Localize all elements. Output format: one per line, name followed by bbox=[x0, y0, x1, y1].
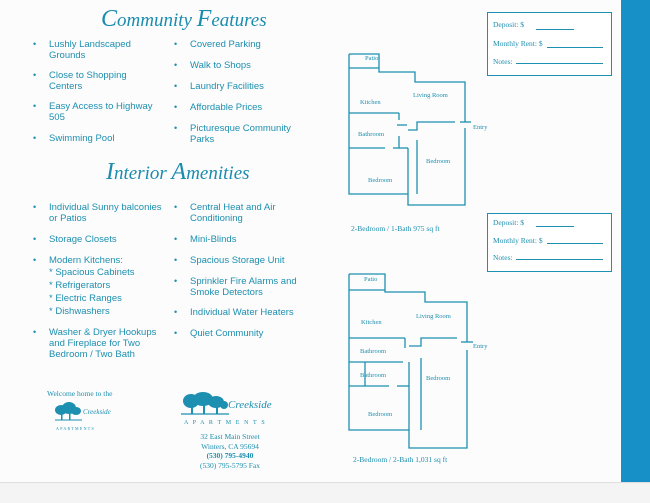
plan2-patio-label: Patio bbox=[364, 276, 378, 283]
deposit-field[interactable] bbox=[536, 29, 574, 30]
welcome-text: Welcome home to the bbox=[47, 389, 113, 398]
plan2-living-label: Living Room bbox=[416, 313, 451, 320]
floor-plan-2 bbox=[345, 270, 475, 455]
plan2-kitchen-label: Kitchen bbox=[361, 319, 382, 326]
feature-item: • Easy Access to Highway 505 bbox=[49, 101, 159, 123]
heading-word: eatures bbox=[211, 10, 267, 31]
large-tree-logo-icon bbox=[181, 392, 229, 416]
kitchen-subitem: * Refrigerators bbox=[49, 280, 111, 291]
community-features-heading bbox=[101, 6, 267, 33]
small-tree-logo-icon bbox=[53, 402, 83, 422]
street-address: 32 East Main Street bbox=[200, 432, 260, 441]
plan2-caption: 2-Bedroom / 2-Bath 1,031 sq ft bbox=[353, 455, 448, 464]
feature-item: • Close to Shopping Centers bbox=[49, 70, 149, 92]
fax-number: (530) 795-5795 Fax bbox=[200, 460, 260, 470]
large-logo-subtitle: A P A R T M E N T S bbox=[184, 420, 267, 426]
plan2-bathroom1-label: Bathroom bbox=[360, 348, 386, 355]
plan2-bathroom2-label: Bathroom bbox=[360, 372, 386, 379]
notes-label: Notes: bbox=[493, 253, 513, 262]
notes-label: Notes: bbox=[493, 57, 513, 66]
notes-field[interactable] bbox=[516, 259, 603, 260]
plan1-living-label: Living Room bbox=[413, 92, 448, 99]
feature-item: • Walk to Shops bbox=[190, 60, 310, 71]
deposit-field[interactable] bbox=[536, 226, 574, 227]
kitchen-subitem: * Dishwashers bbox=[49, 306, 110, 317]
notes-field[interactable] bbox=[516, 63, 603, 64]
interior-amenities-heading bbox=[106, 159, 250, 186]
kitchen-subitem: * Electric Ranges bbox=[49, 293, 122, 304]
amenity-item: • Quiet Community bbox=[190, 328, 310, 339]
monthly-rent-field[interactable] bbox=[547, 243, 603, 244]
plan1-patio-label: Patio bbox=[365, 55, 379, 62]
amenity-item: • Central Heat and Air Conditioning bbox=[190, 202, 290, 224]
plan1-bedroom1-label: Bedroom bbox=[368, 177, 393, 184]
plan1-caption: 2-Bedroom / 1-Bath 975 sq ft bbox=[351, 224, 440, 233]
amenity-item: • Individual Sunny balconies or Patios bbox=[49, 202, 169, 224]
small-logo-name: Creekside bbox=[83, 408, 111, 416]
plan2-bedroom1-label: Bedroom bbox=[368, 411, 393, 418]
blue-side-stripe bbox=[621, 0, 650, 482]
deposit-label: Deposit: $ bbox=[493, 20, 525, 29]
feature-item: • Lushly Landscaped Grounds bbox=[49, 39, 149, 61]
monthly-rent-label: Monthly Rent: $ bbox=[493, 236, 543, 245]
heading-word: menities bbox=[186, 163, 250, 184]
heading-initial: F bbox=[196, 6, 212, 32]
amenity-item: • Sprinkler Fire Alarms and Smoke Detectors bbox=[190, 276, 310, 298]
plan2-entry-label: Entry bbox=[473, 343, 488, 350]
amenity-item: • Storage Closets bbox=[49, 234, 169, 245]
feature-item: • Affordable Prices bbox=[190, 102, 310, 113]
deposit-label: Deposit: $ bbox=[493, 218, 525, 227]
feature-item: • Picturesque Community Parks bbox=[190, 123, 300, 145]
amenity-item: • Modern Kitchens: bbox=[49, 255, 169, 266]
plan1-entry-label: Entry bbox=[473, 124, 488, 131]
plan1-kitchen-label: Kitchen bbox=[360, 99, 381, 106]
heading-word: nterior bbox=[114, 163, 172, 184]
small-logo-subtitle: APARTMENTS bbox=[56, 426, 96, 431]
heading-initial: C bbox=[101, 6, 118, 32]
feature-item: • Covered Parking bbox=[190, 39, 310, 50]
feature-item: • Swimming Pool bbox=[49, 133, 149, 144]
monthly-rent-field[interactable] bbox=[547, 47, 603, 48]
amenity-item: • Individual Water Heaters bbox=[190, 307, 310, 318]
large-logo-name: Creekside bbox=[228, 399, 272, 411]
feature-item: • Laundry Facilities bbox=[190, 81, 310, 92]
amenity-item: • Spacious Storage Unit bbox=[190, 255, 310, 266]
monthly-rent-label: Monthly Rent: $ bbox=[493, 39, 543, 48]
amenity-item: • Mini-Blinds bbox=[190, 234, 310, 245]
plan1-bedroom2-label: Bedroom bbox=[426, 158, 451, 165]
heading-word: ommunity bbox=[117, 10, 197, 31]
address-block bbox=[195, 432, 265, 470]
heading-initial: I bbox=[106, 159, 114, 185]
heading-initial: A bbox=[171, 159, 187, 185]
amenity-item: • Washer & Dryer Hookups and Fireplace for Two Bedroom / Two Bath bbox=[49, 327, 159, 360]
kitchen-subitem: * Spacious Cabinets bbox=[49, 267, 135, 278]
phone-number: (530) 795-4940 bbox=[206, 451, 254, 460]
bottom-band bbox=[0, 482, 650, 503]
plan2-bedroom2-label: Bedroom bbox=[426, 375, 451, 382]
city-address: Winters, CA 95694 bbox=[201, 441, 259, 451]
plan1-bathroom-label: Bathroom bbox=[358, 131, 384, 138]
